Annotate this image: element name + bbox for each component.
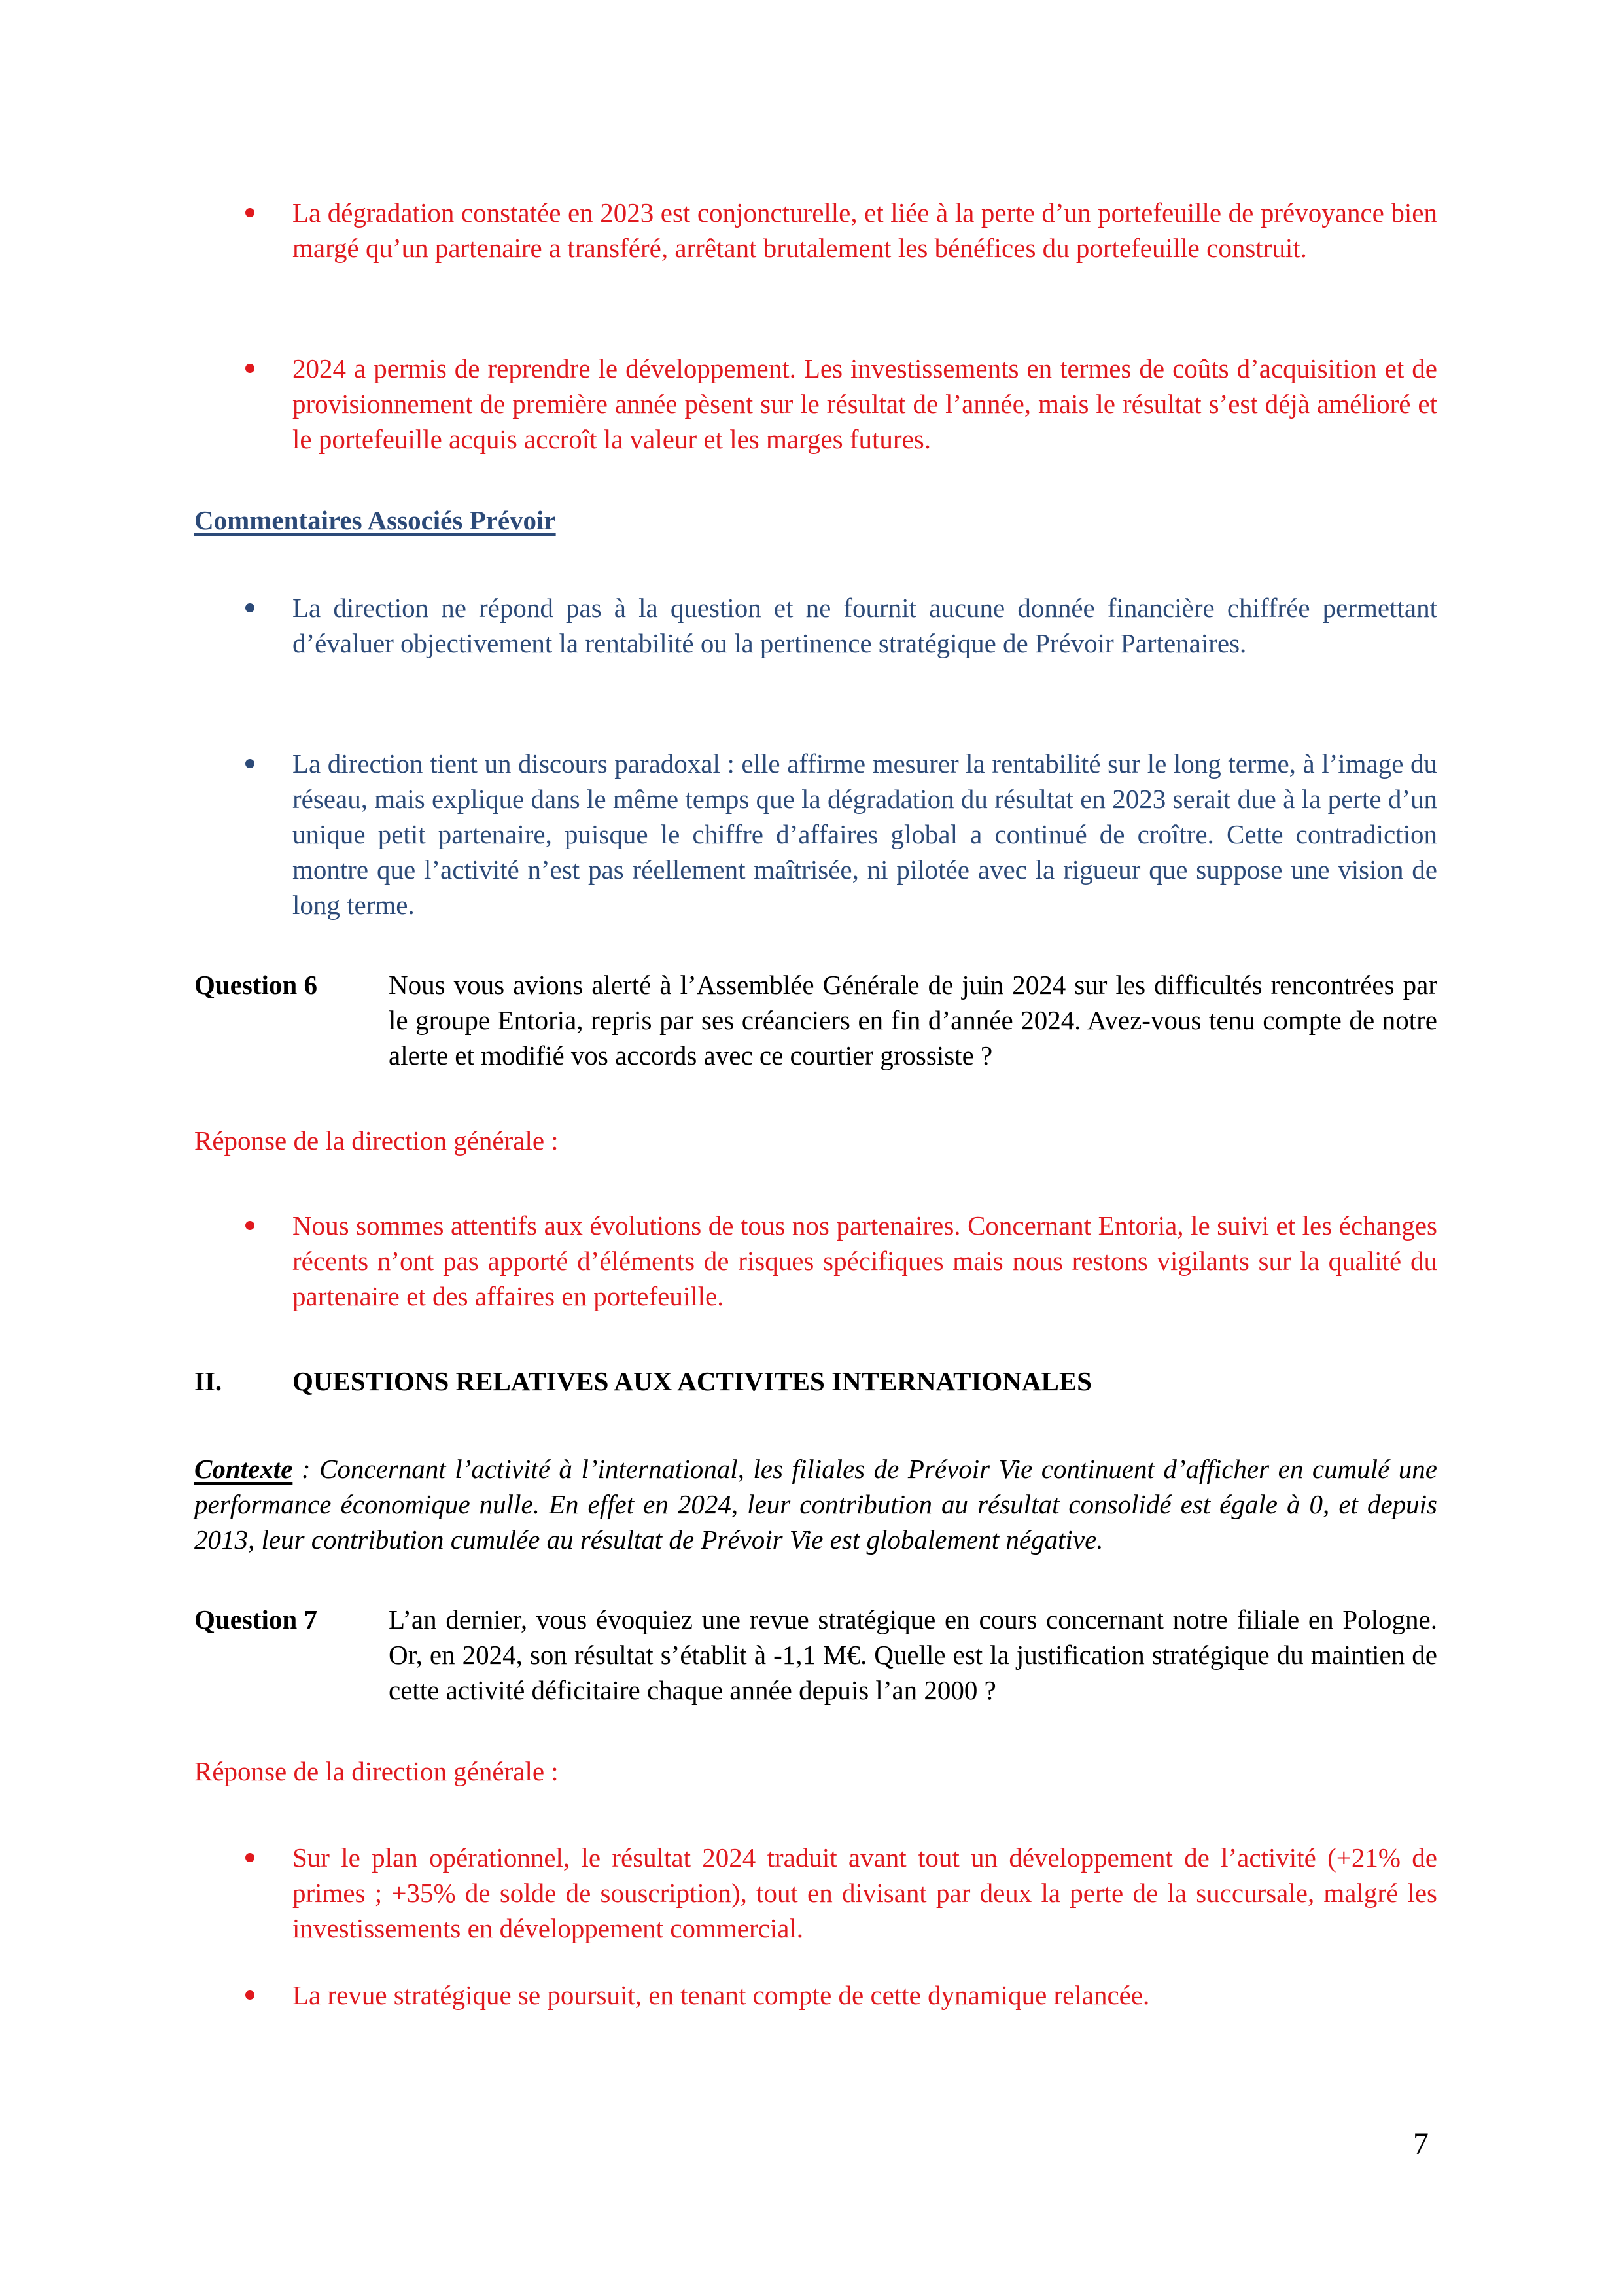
question-text: Nous vous avions alerté à l’Assemblée Générale de juin 2024 sur les difficultés rencontrées par le groupe Entoria, repris par ses créanciers en fin d’année 2024. Avez-vous tenu compte de notre alerte et modifié vos accords avec ce courtier grossiste ? bbox=[389, 970, 1437, 1070]
question-text: L’an dernier, vous évoquiez une revue stratégique en cours concernant notre filiale en Pologne. Or, en 2024, son résultat s’établit à -1,1 M€. Quelle est la justification stratégique du maintien de cette activité déficitaire chaque année depuis l’an 2000 ? bbox=[389, 1604, 1437, 1705]
bullet-icon bbox=[245, 1990, 254, 2000]
question-label: Question 6 bbox=[194, 970, 317, 1000]
bullet-icon bbox=[245, 759, 254, 768]
section-number: II. bbox=[194, 1366, 222, 1396]
response-bullet bbox=[194, 1208, 1437, 1314]
response-bullet bbox=[194, 1977, 1437, 2013]
bullet-icon bbox=[245, 208, 254, 217]
response-bullet bbox=[194, 351, 1437, 457]
response-label: Réponse de la direction générale : bbox=[194, 1756, 559, 1786]
bullet-icon bbox=[245, 1221, 254, 1230]
response-bullet bbox=[194, 195, 1437, 266]
bullet-icon bbox=[245, 364, 254, 373]
bullet-text: Sur le plan opérationnel, le résultat 2024 traduit avant tout un développement de l’activité (+21% de primes ; +35% de solde de souscription), tout en divisant par deux la perte de la succursale, malgré les investissements en développement commercial. bbox=[292, 1843, 1437, 1943]
question-6 bbox=[194, 967, 1437, 1073]
bullet-text: 2024 a permis de reprendre le développement. Les investissements en termes de coûts d’acquisition et de provisionnement de première année pèsent sur le résultat de l’année, mais le résultat s’est déjà amélioré et le portefeuille acquis accroît la valeur et les marges futures. bbox=[292, 353, 1437, 454]
bullet-icon bbox=[245, 603, 254, 612]
question-label: Question 7 bbox=[194, 1604, 317, 1634]
comment-bullet bbox=[194, 590, 1437, 661]
bullet-text: Nous sommes attentifs aux évolutions de tous nos partenaires. Concernant Entoria, le suivi et les échanges récents n’ont pas apporté d’éléments de risques spécifiques mais nous restons vigilants sur la qualité du partenaire et des affaires en portefeuille. bbox=[292, 1210, 1437, 1311]
response-label: Réponse de la direction générale : bbox=[194, 1125, 559, 1156]
question-7 bbox=[194, 1602, 1437, 1708]
context-text: Concernant l’activité à l’international, les filiales de Prévoir Vie continuent d’afficher en cumulé une performance économique nulle. En effet en 2024, leur contribution au résultat consolidé est égale à 0, et depuis 2013, leur contribution cumulée au résultat de Prévoir Vie est globalement négative. bbox=[194, 1454, 1437, 1555]
comment-bullet bbox=[194, 746, 1437, 923]
context-separator: : bbox=[292, 1454, 320, 1484]
bullet-text: La direction ne répond pas à la question et ne fournit aucune donnée financière chiffrée permettant d’évaluer objectivement la rentabilité ou la pertinence stratégique de Prévoir Partenaires. bbox=[292, 593, 1437, 658]
response-bullet bbox=[194, 1840, 1437, 1946]
bullet-icon bbox=[245, 1853, 254, 1862]
bullet-text: La direction tient un discours paradoxal : elle affirme mesurer la rentabilité sur le long terme, à l’image du réseau, mais explique dans le même temps que la dégradation du résultat en 2023 serait due à la perte d’un unique petit partenaire, puisque le chiffre d’affaires global a continué de croître. Cette contradiction montre que l’activité n’est pas réellement maîtrisée, ni pilotée avec la rigueur que suppose une vision de long terme. bbox=[292, 749, 1437, 920]
bullet-text: La revue stratégique se poursuit, en tenant compte de cette dynamique relancée. bbox=[292, 1980, 1150, 2010]
bullet-text: La dégradation constatée en 2023 est conjoncturelle, et liée à la perte d’un portefeuille de prévoyance bien margé qu’un partenaire a transféré, arrêtant brutalement les bénéfices du portefeuille construit. bbox=[292, 198, 1437, 263]
context-paragraph bbox=[194, 1451, 1437, 1557]
context-label: Contexte bbox=[194, 1454, 293, 1484]
section-heading: QUESTIONS RELATIVES AUX ACTIVITES INTERNATIONALES bbox=[292, 1366, 1092, 1396]
commentaires-heading: Commentaires Associés Prévoir bbox=[194, 505, 556, 535]
page-number: 7 bbox=[1413, 2127, 1429, 2161]
